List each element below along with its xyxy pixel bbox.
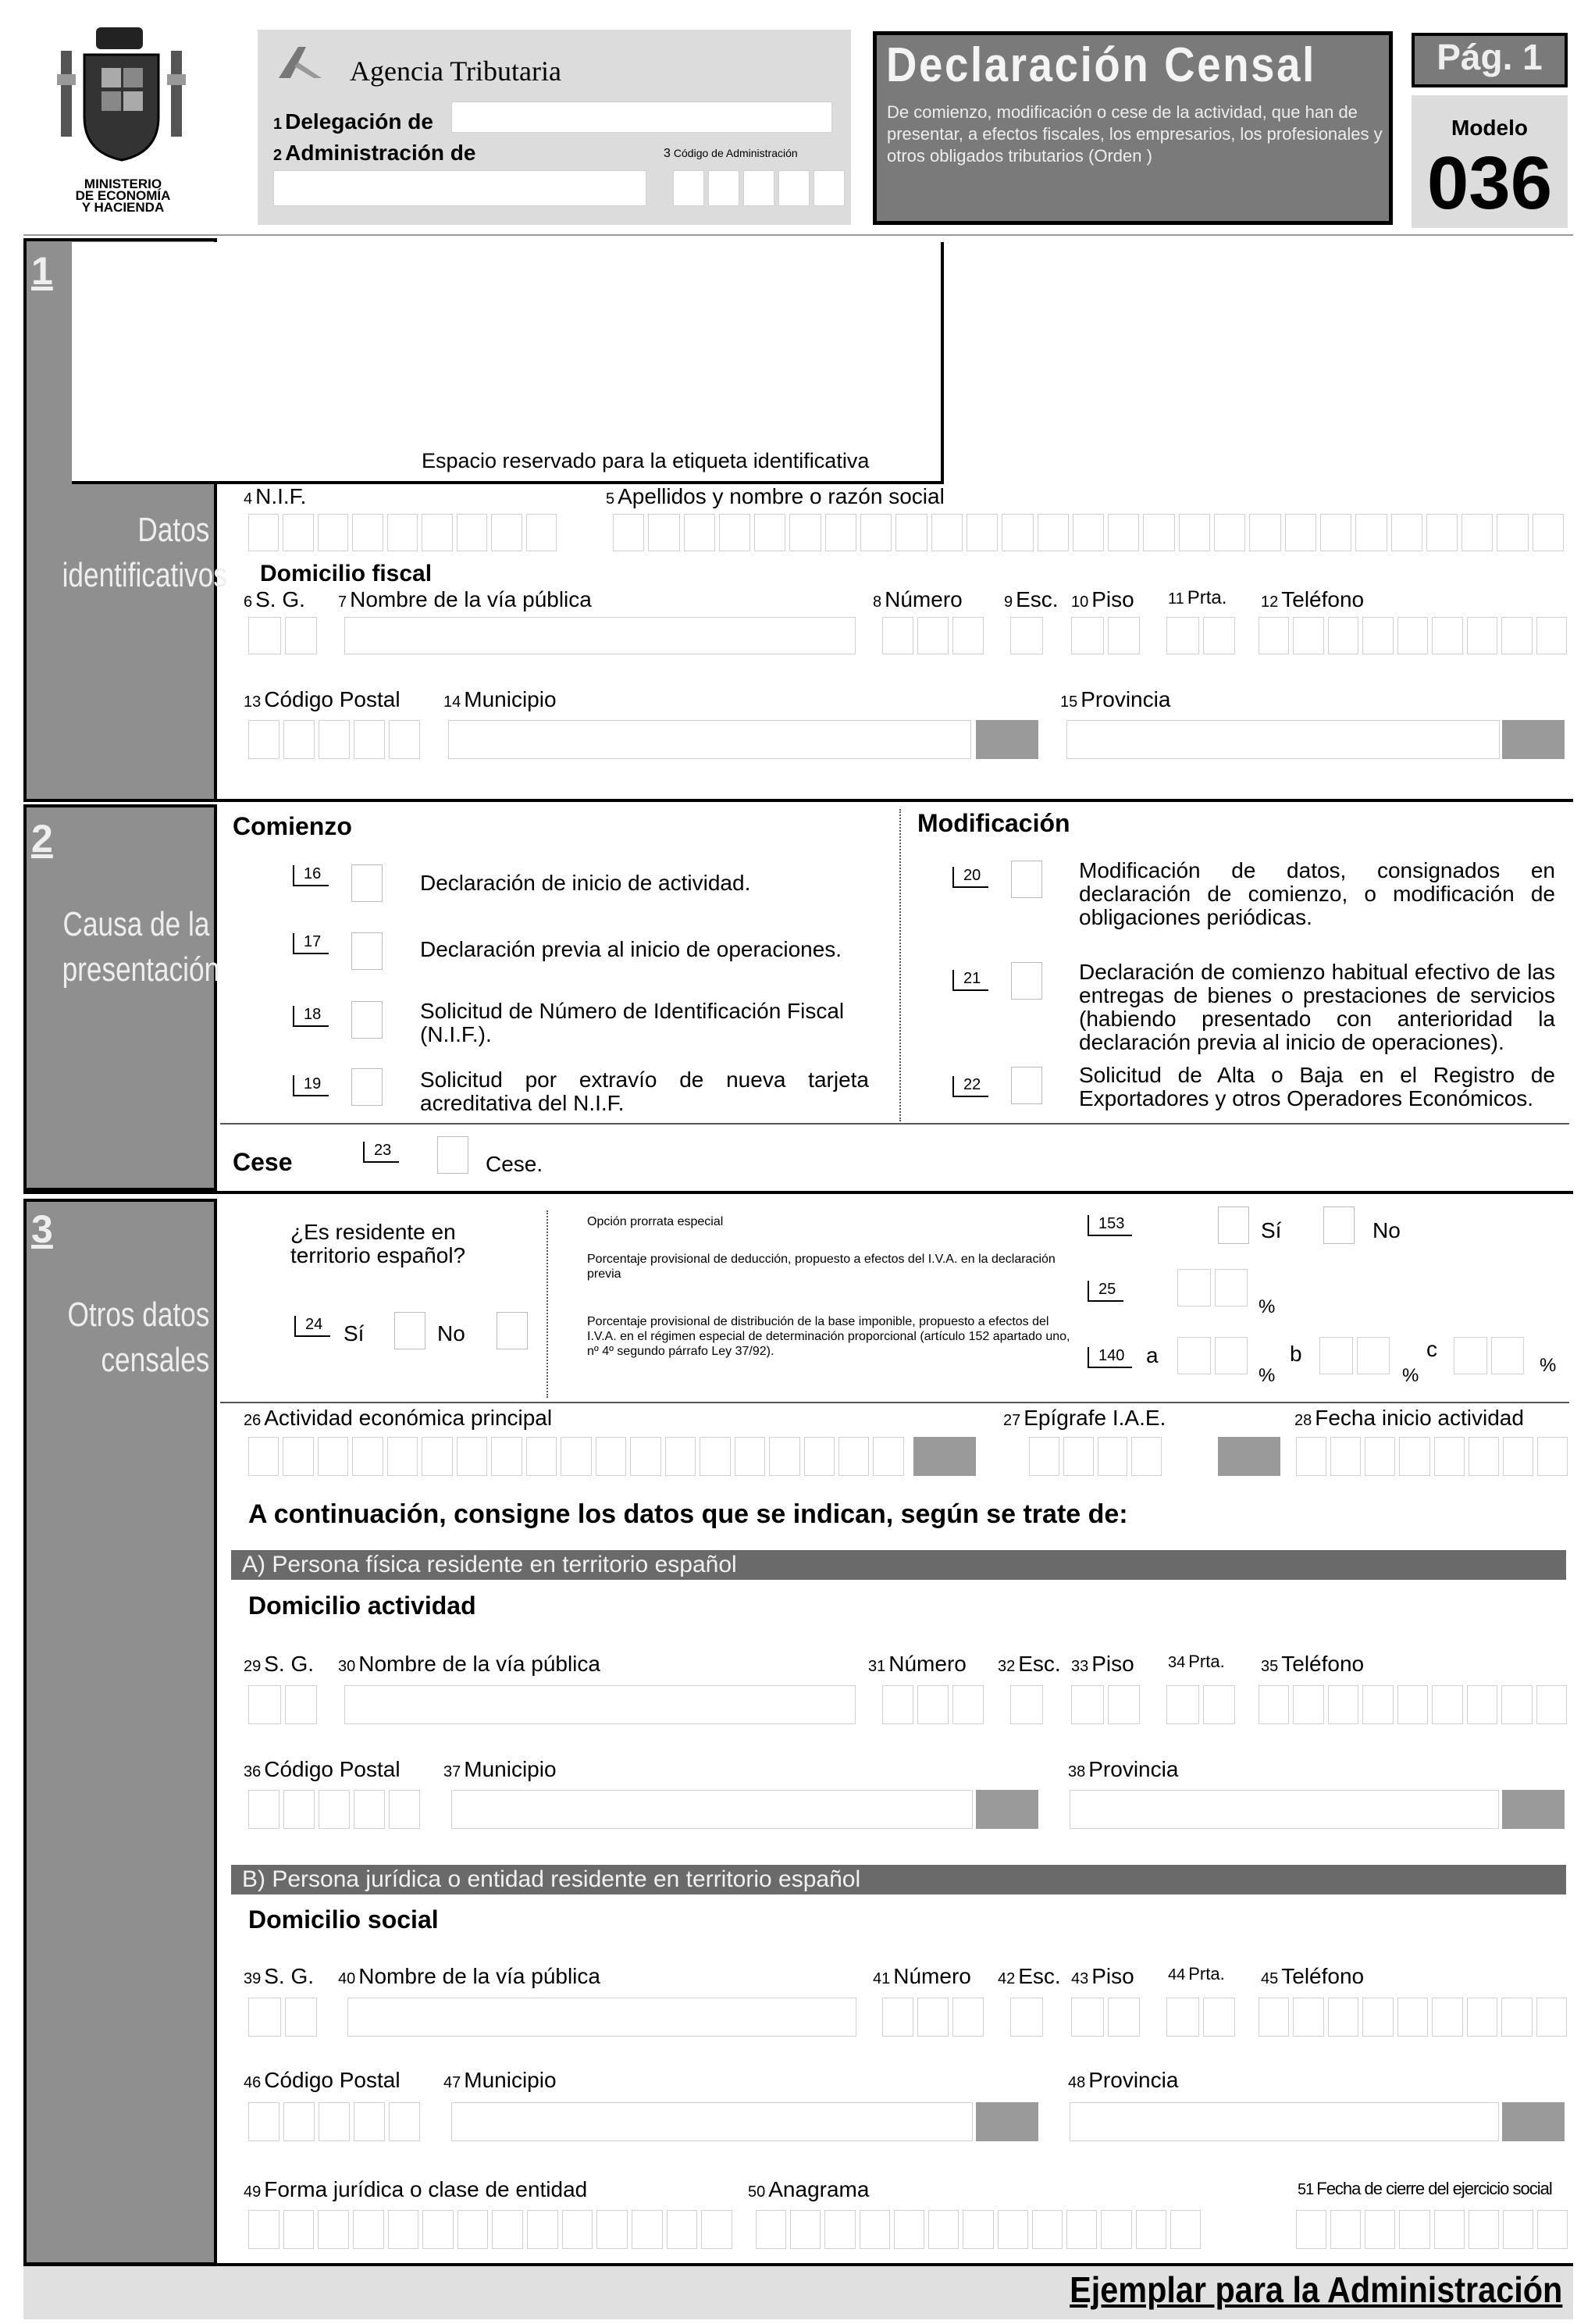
b-puerta-label xyxy=(1168,1964,1225,1984)
item-17-text: Declaración previa al inicio de operaciones. xyxy=(420,937,842,961)
field-label: Forma jurídica o clase de entidad xyxy=(264,2177,588,2201)
field-number: 6 xyxy=(244,593,253,611)
telefono-input[interactable] xyxy=(1259,617,1567,654)
model-label: Modelo xyxy=(1451,116,1528,140)
administracion-label xyxy=(273,141,475,166)
field-label: Nombre de la vía pública xyxy=(350,587,592,611)
section-1-title-line: Datos xyxy=(137,511,210,549)
b-provincia-label xyxy=(1068,2068,1178,2093)
b-cp-label xyxy=(244,2068,401,2093)
ministry-name xyxy=(47,178,199,213)
section-1-title xyxy=(62,508,227,598)
a-cp-label xyxy=(244,1757,401,1782)
field-label: Fecha de cierre del ejercicio social xyxy=(1316,2179,1552,2198)
field-label: Esc. xyxy=(1016,587,1059,611)
field-number: 42 xyxy=(998,1970,1016,1987)
field-number: 3 xyxy=(664,147,671,160)
item-23-number: 23 xyxy=(363,1142,399,1163)
agency-logo-icon xyxy=(275,43,329,82)
b-provincia-input[interactable] xyxy=(1070,2102,1499,2141)
field-label: Teléfono xyxy=(1281,587,1365,611)
field-number: 37 xyxy=(443,1763,461,1780)
agency-name: Agencia Tributaria xyxy=(350,55,561,87)
footer-copy-label: Ejemplar para la Administración xyxy=(1069,2269,1562,2310)
piso-label xyxy=(1071,587,1134,612)
distribucion-number: 140 xyxy=(1088,1347,1132,1368)
b-municipio-label xyxy=(443,2068,557,2093)
sg-input[interactable] xyxy=(248,617,317,654)
field-number: 34 xyxy=(1168,1654,1186,1671)
nif-label xyxy=(244,484,306,509)
municipio-input[interactable] xyxy=(448,720,971,759)
coat-of-arms-icon xyxy=(53,20,190,191)
field-number: 32 xyxy=(998,1658,1016,1675)
actividad-code-box xyxy=(913,1437,976,1476)
a-piso-input[interactable] xyxy=(1071,1685,1140,1724)
item-20-text: Modificación de datos, consignados en declaración de comienzo, o modificación de obligaciones periódicas. xyxy=(1079,858,1555,929)
prorrata-no-checkbox[interactable] xyxy=(1323,1207,1355,1244)
header-divider xyxy=(23,234,1573,236)
field-number: 49 xyxy=(244,2183,262,2201)
field-label: S. G. xyxy=(264,1652,315,1676)
item-17-number: 17 xyxy=(293,933,329,954)
field-number: 38 xyxy=(1068,1763,1086,1780)
modificacion-heading: Modificación xyxy=(917,809,1070,837)
item-17-checkbox[interactable] xyxy=(351,932,383,970)
b-telefono-label xyxy=(1261,1964,1364,1989)
field-number: 35 xyxy=(1261,1658,1279,1675)
domicilio-social-heading: Domicilio social xyxy=(248,1905,439,1934)
fecha-inicio-label xyxy=(1294,1406,1524,1431)
delegacion-input[interactable] xyxy=(451,102,832,133)
a-telefono-label xyxy=(1261,1652,1364,1677)
field-number: 9 xyxy=(1004,593,1013,611)
field-number: 36 xyxy=(244,1763,262,1780)
label-area-2 xyxy=(944,316,1568,480)
field-label: Código Postal xyxy=(264,687,401,711)
a-provincia-input[interactable] xyxy=(1070,1790,1499,1829)
field-label: Prta. xyxy=(1188,1964,1225,1984)
field-number: 12 xyxy=(1261,593,1279,611)
item-21-text: Declaración de comienzo habitual efectivo de las entregas de bienes o prestaciones de servicios (habiendo presentado con anterioridad la declaración previa al inicio de operaciones). xyxy=(1079,960,1555,1054)
field-number: 1 xyxy=(273,116,283,133)
field-label: Piso xyxy=(1091,1964,1134,1988)
field-label: Esc. xyxy=(1018,1964,1061,1988)
actividad-label xyxy=(244,1406,552,1431)
field-number: 7 xyxy=(338,593,347,611)
field-label: Administración de xyxy=(285,141,476,165)
item-20-checkbox[interactable] xyxy=(1011,861,1042,898)
field-number: 48 xyxy=(1068,2074,1086,2091)
administracion-input[interactable] xyxy=(273,170,646,206)
form-title: Declaración Censal xyxy=(886,38,1316,92)
cp-input[interactable] xyxy=(248,720,420,759)
field-number: 41 xyxy=(873,1970,891,1987)
field-label: N.I.F. xyxy=(255,484,307,508)
section-2-number: 2 xyxy=(31,817,53,861)
fecha-inicio-input[interactable] xyxy=(1296,1437,1568,1476)
codigo-admin-input[interactable] xyxy=(673,170,845,206)
a-puerta-label xyxy=(1168,1652,1225,1672)
field-number: 51 xyxy=(1298,2181,1314,2198)
ministry-line-3: Y HACIENDA xyxy=(81,200,165,215)
provincia-label xyxy=(1060,687,1170,712)
field-label: Esc. xyxy=(1018,1652,1061,1676)
item-18-checkbox[interactable] xyxy=(351,1001,383,1039)
a-esc-label xyxy=(998,1652,1061,1677)
delegacion-label xyxy=(273,109,433,134)
field-number: 43 xyxy=(1071,1970,1089,1987)
item-16-checkbox[interactable] xyxy=(351,864,383,902)
b-via-label xyxy=(338,1964,600,1989)
item-19-number: 19 xyxy=(293,1075,329,1096)
item-18-number: 18 xyxy=(293,1006,329,1027)
field-label: Piso xyxy=(1091,587,1134,611)
field-number: 30 xyxy=(338,1658,356,1675)
a-numero-label xyxy=(868,1652,967,1677)
b-esc-label xyxy=(998,1964,1061,1989)
field-number: 2 xyxy=(273,147,283,164)
section-2-sidebar xyxy=(23,804,220,1191)
field-number: 40 xyxy=(338,1970,356,1987)
a-esc-input[interactable] xyxy=(1010,1685,1043,1724)
resident-question: ¿Es residente en territorio español? xyxy=(290,1220,466,1267)
resident-si-label: Sí xyxy=(344,1321,365,1346)
field-label: Prta. xyxy=(1187,587,1227,608)
forma-juridica-input[interactable] xyxy=(248,2210,732,2249)
item-23-checkbox[interactable] xyxy=(437,1136,468,1174)
via-label xyxy=(338,587,592,612)
label-area xyxy=(72,242,944,484)
fecha-cierre-label xyxy=(1298,2179,1552,2199)
deduccion-input[interactable] xyxy=(1177,1269,1248,1306)
field-label: Provincia xyxy=(1088,2068,1179,2092)
model-number: 036 xyxy=(1426,141,1553,225)
section-2-title-line: Causa de la xyxy=(62,905,210,943)
a-municipio-input[interactable] xyxy=(451,1790,973,1829)
distribucion-c: c xyxy=(1426,1337,1437,1361)
field-label: Provincia xyxy=(1088,1757,1179,1781)
distribucion-b-input[interactable] xyxy=(1319,1337,1390,1374)
distribucion-a: a xyxy=(1146,1343,1159,1367)
field-number: 45 xyxy=(1261,1970,1279,1987)
field-number: 31 xyxy=(868,1658,886,1675)
section-1-bottom-rule xyxy=(23,799,1573,802)
distribucion-c-percent: % xyxy=(1540,1355,1557,1376)
field-label: Nombre de la vía pública xyxy=(358,1964,600,1988)
field-label: Municipio xyxy=(464,687,557,711)
field-number: 33 xyxy=(1071,1658,1089,1675)
domicilio-actividad-heading: Domicilio actividad xyxy=(248,1592,476,1620)
field-number: 10 xyxy=(1071,593,1089,611)
fecha-cierre-input[interactable] xyxy=(1296,2210,1568,2249)
field-label: Número xyxy=(888,1652,967,1676)
section-1-number: 1 xyxy=(31,249,53,293)
field-label: Piso xyxy=(1091,1652,1134,1676)
page-number: Pág. 1 xyxy=(1437,37,1543,77)
section-3-title-line: Otros datos xyxy=(67,1296,210,1334)
item-21-number: 21 xyxy=(952,970,988,991)
provincia-code-box xyxy=(1502,720,1565,759)
field-label: S. G. xyxy=(255,587,305,611)
prorrata-no-label: No xyxy=(1372,1218,1401,1242)
municipio-label xyxy=(443,687,557,712)
field-number: 26 xyxy=(244,1412,262,1429)
a-telefono-input[interactable] xyxy=(1259,1685,1567,1724)
field-label: Número xyxy=(885,587,963,611)
codigo-admin-label xyxy=(664,147,798,161)
section-2-title xyxy=(62,902,220,993)
field-number: 14 xyxy=(443,693,461,711)
a-via-label xyxy=(338,1652,600,1677)
band-b-header: B) Persona jurídica o entidad residente en territorio español xyxy=(231,1865,1566,1894)
section-3-title-line: censales xyxy=(101,1341,210,1379)
resident-no-checkbox[interactable] xyxy=(497,1312,528,1349)
field-number: 27 xyxy=(1003,1412,1021,1429)
b-puerta-input[interactable] xyxy=(1166,1998,1235,2037)
item-16-text: Declaración de inicio de actividad. xyxy=(420,871,751,895)
provincia-input[interactable] xyxy=(1066,720,1500,759)
distribucion-b: b xyxy=(1290,1342,1302,1366)
a-provincia-code-box xyxy=(1502,1790,1565,1829)
b-esc-input[interactable] xyxy=(1010,1998,1043,2037)
section-2-vertical-rule xyxy=(899,809,901,1121)
field-label: Actividad económica principal xyxy=(264,1406,553,1430)
deduccion-number: 25 xyxy=(1088,1281,1123,1302)
municipio-code-box xyxy=(976,720,1038,759)
option-prorrata-text: Opción prorrata especial xyxy=(587,1215,724,1228)
domicilio-fiscal-heading: Domicilio fiscal xyxy=(260,561,433,586)
distribucion-a-input[interactable] xyxy=(1177,1337,1248,1374)
a-numero-input[interactable] xyxy=(882,1685,984,1724)
field-number: 13 xyxy=(244,693,262,711)
field-label: Número xyxy=(893,1964,971,1988)
b-piso-label xyxy=(1071,1964,1134,1989)
cp-label xyxy=(244,687,401,712)
field-number: 28 xyxy=(1294,1412,1312,1429)
telefono-label xyxy=(1261,587,1364,612)
a-sg-label xyxy=(244,1652,314,1677)
item-21-checkbox[interactable] xyxy=(1011,962,1042,1000)
epigrafe-label xyxy=(1003,1406,1166,1431)
field-label: Municipio xyxy=(464,2068,557,2092)
section-3-number: 3 xyxy=(31,1207,53,1251)
section-2-title-line: presentación xyxy=(62,950,220,989)
numero-input[interactable] xyxy=(882,617,984,654)
cese-rule xyxy=(220,1123,1569,1125)
b-numero-input[interactable] xyxy=(882,1998,984,2037)
prorrata-si-checkbox[interactable] xyxy=(1218,1207,1249,1244)
field-label: Teléfono xyxy=(1281,1964,1365,1988)
a-cp-input[interactable] xyxy=(248,1790,420,1829)
item-23-text: Cese. xyxy=(486,1152,543,1176)
puerta-input[interactable] xyxy=(1166,617,1235,654)
field-number: 46 xyxy=(244,2074,262,2091)
field-label: Fecha inicio actividad xyxy=(1315,1406,1524,1430)
field-number: 5 xyxy=(606,490,615,508)
a-via-input[interactable] xyxy=(344,1685,856,1724)
field-number: 15 xyxy=(1060,693,1078,711)
item-18-text: Solicitud de Número de Identificación Fiscal (N.I.F.). xyxy=(420,999,845,1046)
cese-heading: Cese xyxy=(233,1148,293,1176)
form-subtitle: De comienzo, modificación o cese de la actividad, que han de presentar, a efectos fiscales, los empresarios, los profesionales y otros obligados tributarios (Orden ) xyxy=(887,102,1383,166)
field-label: Código de Administración xyxy=(673,147,798,159)
field-label: Municipio xyxy=(464,1757,557,1781)
esc-input[interactable] xyxy=(1010,617,1043,654)
resident-si-checkbox[interactable] xyxy=(394,1312,425,1349)
name-label xyxy=(606,484,945,509)
anagrama-input[interactable] xyxy=(756,2210,1201,2249)
a-municipio-label xyxy=(443,1757,557,1782)
item-22-number: 22 xyxy=(952,1076,988,1097)
esc-label xyxy=(1004,587,1059,612)
label-area-caption: Espacio reservado para la etiqueta identificativa xyxy=(422,449,870,472)
actividad-input[interactable] xyxy=(248,1437,904,1476)
item-19-text: Solicitud por extravío de nueva tarjeta acreditativa del N.I.F. xyxy=(420,1068,869,1115)
consigne-heading: A continuación, consigne los datos que se indican, según se trate de: xyxy=(248,1499,1128,1529)
field-label: Teléfono xyxy=(1281,1652,1365,1676)
prorrata-number: 153 xyxy=(1088,1215,1132,1236)
distribucion-c-input[interactable] xyxy=(1454,1337,1524,1374)
field-number: 11 xyxy=(1168,590,1184,608)
band-a-header: A) Persona física residente en territorio español xyxy=(231,1550,1566,1580)
piso-input[interactable] xyxy=(1071,617,1140,654)
b-municipio-input[interactable] xyxy=(451,2102,973,2141)
b-via-input[interactable] xyxy=(347,1998,856,2037)
field-label: Código Postal xyxy=(264,1757,401,1781)
field-number: 8 xyxy=(873,593,882,611)
b-provincia-code-box xyxy=(1502,2102,1565,2141)
sg-label xyxy=(244,587,305,612)
field-label: Provincia xyxy=(1081,687,1171,711)
name-input[interactable] xyxy=(613,514,1564,551)
item-16-number: 16 xyxy=(293,865,329,886)
item-20-number: 20 xyxy=(952,867,988,888)
option-deduccion-text: Porcentaje provisional de deducción, propuesto a efectos del I.V.A. en la declaración previa xyxy=(587,1253,1056,1281)
a-puerta-input[interactable] xyxy=(1166,1685,1235,1724)
puerta-label xyxy=(1168,587,1227,609)
field-number: 4 xyxy=(244,490,253,508)
field-number: 50 xyxy=(748,2183,766,2201)
b-municipio-code-box xyxy=(976,2102,1038,2141)
field-label: Delegación de xyxy=(285,109,433,134)
forma-juridica-label xyxy=(244,2177,587,2202)
nif-input[interactable] xyxy=(248,514,557,551)
section-2-bottom-rule xyxy=(23,1191,1573,1194)
b-cp-input[interactable] xyxy=(248,2102,420,2141)
prorrata-si-label: Sí xyxy=(1261,1218,1282,1242)
a-municipio-code-box xyxy=(976,1790,1038,1829)
distribucion-a-percent: % xyxy=(1259,1365,1276,1386)
ministry-line-2: DE ECONOMÍA xyxy=(75,188,171,203)
field-label: Anagrama xyxy=(768,2177,870,2201)
field-label: Nombre de la vía pública xyxy=(358,1652,600,1676)
resident-no-label: No xyxy=(437,1321,465,1346)
field-number: 29 xyxy=(244,1658,262,1675)
via-input[interactable] xyxy=(344,617,856,654)
field-label: Apellidos y nombre o razón social xyxy=(618,484,945,508)
b-piso-input[interactable] xyxy=(1071,1998,1140,2037)
option-distribucion-text: Porcentaje provisional de distribución de la base imponible, propuesto a efectos del I.V.A. en el régimen especial de determinación proporcional (artículo 152 apartado uno, nº 4º segundo párrafo Ley 37/92). xyxy=(587,1315,1070,1358)
a-provincia-label xyxy=(1068,1757,1178,1782)
epigrafe-input[interactable] xyxy=(1029,1437,1162,1476)
distribucion-b-percent: % xyxy=(1402,1365,1419,1386)
resident-divider xyxy=(547,1210,548,1398)
item-22-text: Solicitud de Alta o Baja en el Registro de Exportadores y otros Operadores Económicos. xyxy=(1079,1063,1555,1110)
section-1-title-line: identificativos xyxy=(62,556,227,594)
a-sg-input[interactable] xyxy=(248,1685,317,1724)
field-label: S. G. xyxy=(264,1964,315,1988)
field-label: Prta. xyxy=(1188,1652,1225,1671)
anagrama-label xyxy=(748,2177,869,2202)
field-label: Epígrafe I.A.E. xyxy=(1024,1406,1166,1430)
b-numero-label xyxy=(873,1964,971,1989)
item-19-checkbox[interactable] xyxy=(351,1068,383,1106)
b-telefono-input[interactable] xyxy=(1259,1998,1567,2037)
deduccion-percent: % xyxy=(1259,1296,1276,1317)
item-22-checkbox[interactable] xyxy=(1011,1067,1042,1104)
epigrafe-code-box xyxy=(1218,1437,1280,1476)
ministry-line-1: MINISTERIO xyxy=(84,176,162,191)
a-piso-label xyxy=(1071,1652,1134,1677)
field-number: 44 xyxy=(1168,1966,1186,1984)
resident-number: 24 xyxy=(294,1316,330,1337)
section-3-top-rule xyxy=(220,1402,1569,1403)
comienzo-heading: Comienzo xyxy=(233,812,352,840)
field-number: 47 xyxy=(443,2074,461,2091)
field-number: 39 xyxy=(244,1970,262,1987)
field-label: Código Postal xyxy=(264,2068,401,2092)
b-sg-input[interactable] xyxy=(248,1998,317,2037)
b-sg-label xyxy=(244,1964,314,1989)
numero-label xyxy=(873,587,963,612)
section-3-title xyxy=(62,1292,217,1383)
ministry-crest xyxy=(53,20,190,191)
